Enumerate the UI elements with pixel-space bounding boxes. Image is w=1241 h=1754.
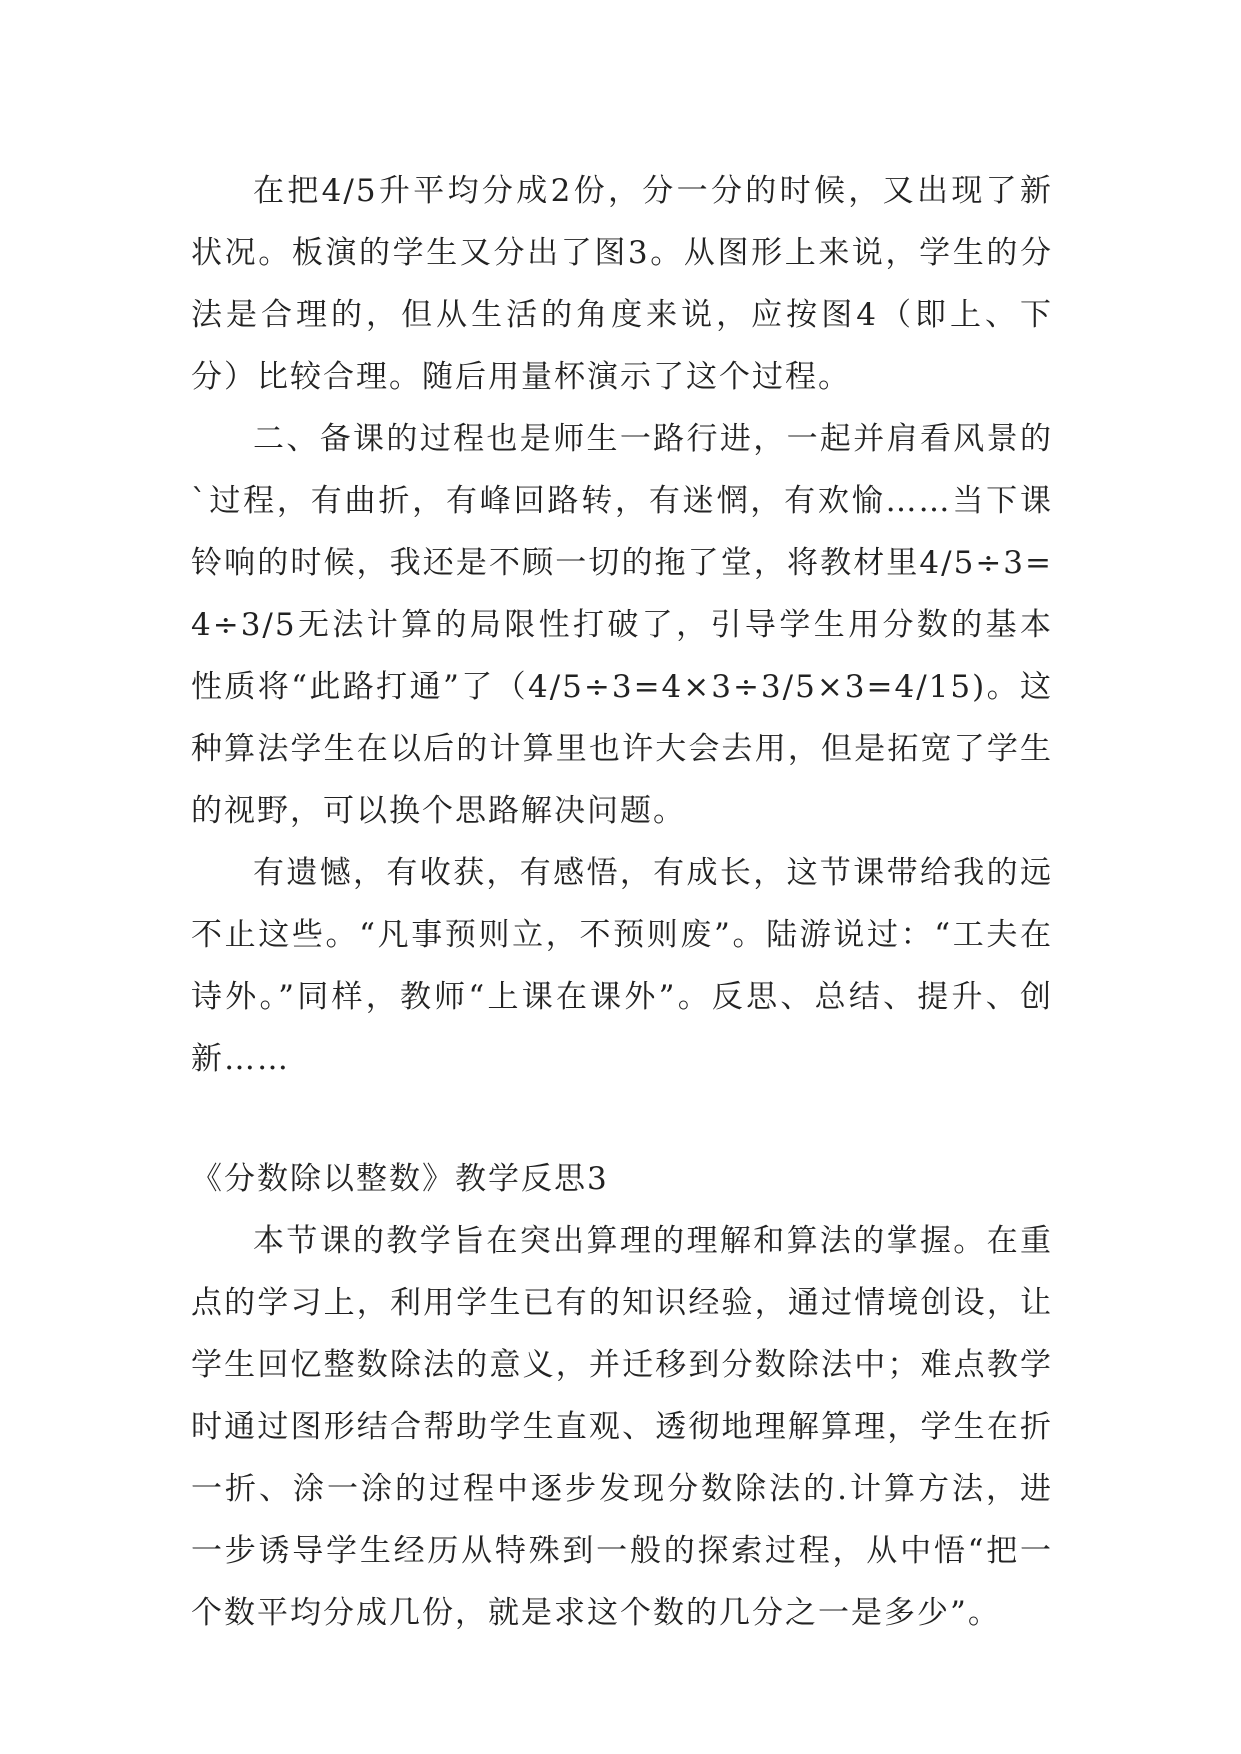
section-spacer [191, 1090, 1053, 1148]
paragraph-division-demo: 在把4/5升平均分成2份，分一分的时候，又出现了新状况。板演的学生又分出了图3。从图形上来说，学生的分法是合理的，但从生活的角度来说，应按图4（即上、下分）比较合理。随后用量杯演示了这个过程。 [191, 173, 1053, 395]
paragraph-lesson-preparation: 二、备课的过程也是师生一路行进，一起并肩看风景的`过程，有曲折，有峰回路转，有迷惘，有欢愉……当下课铃响的时候，我还是不顾一切的拖了堂，将教材里4/5÷3=4÷3/5无法计算的局限性打破了，引导学生用分数的基本性质将“此路打通”了（4/5÷3=4×3÷3/5×3=4/15)。这种算法学生在以后的计算里也许大会去用，但是拓宽了学生的视野，可以换个思路解决问题。 [191, 421, 1053, 829]
document-body [191, 160, 1053, 1644]
section-title: 《分数除以整数》教学反思3 [191, 1161, 609, 1197]
paragraph-reflection-summary: 有遗憾，有收获，有感悟，有成长，这节课带给我的远不止这些。“凡事预则立，不预则废”。陆游说过：“工夫在诗外。”同样，教师“上课在课外”。反思、总结、提升、创新…… [191, 855, 1053, 1077]
paragraph-teaching-goals: 本节课的教学旨在突出算理的理解和算法的掌握。在重点的学习上，利用学生已有的知识经验，通过情境创设，让学生回忆整数除法的意义，并迁移到分数除法中；难点教学时通过图形结合帮助学生直观、透彻地理解算理，学生在折一折、涂一涂的过程中逐步发现分数除法的.计算方法，进一步诱导学生经历从特殊到一般的探索过程，从中悟“把一个数平均分成几份，就是求这个数的几分之一是多少”。 [191, 1223, 1053, 1631]
